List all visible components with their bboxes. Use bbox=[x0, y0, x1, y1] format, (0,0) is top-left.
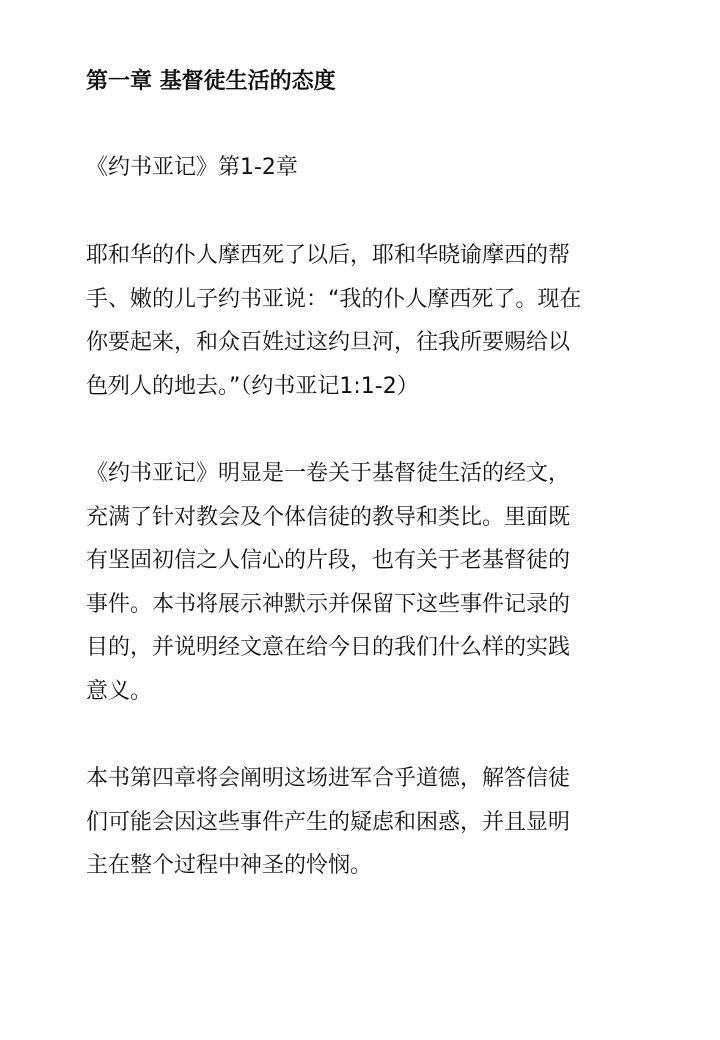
paragraph-2 bbox=[86, 452, 646, 713]
paragraph-line: 意义。 bbox=[86, 678, 153, 704]
paragraph-line: 充满了针对教会及个体信徒的教导和类比。里面既 bbox=[86, 504, 571, 530]
paragraph-line: 耶和华的仆人摩西死了以后，耶和华晓谕摩西的帮 bbox=[86, 243, 571, 268]
paragraph-line: 《约书亚记》明显是一卷关于基督徒生活的经文， bbox=[86, 461, 571, 486]
paragraph-line: 事件。本书将展示神默示并保留下这些事件记录的 bbox=[86, 591, 571, 617]
paragraph-line: 本书第四章将会阐明这场进军合乎道德，解答信徒 bbox=[86, 766, 571, 791]
paragraph-line: 色列人的地去。”（约书亚记1:1-2） bbox=[86, 373, 419, 399]
paragraph-line: 目的，并说明经文意在给今日的我们什么样的实践 bbox=[86, 635, 571, 660]
paragraph-line: 有坚固初信之人信心的片段，也有关于老基督徒的 bbox=[86, 548, 571, 573]
paragraph-line: 你要起来，和众百姓过这约旦河，往我所要赐给以 bbox=[86, 330, 571, 355]
document-page bbox=[86, 62, 646, 932]
book-reference: 《约书亚记》第1-2章 bbox=[86, 155, 298, 180]
chapter-title: 第一章 基督徒生活的态度 bbox=[86, 69, 336, 94]
paragraph-line: 们可能会因这些事件产生的疑虑和困惑，并且显明 bbox=[86, 809, 571, 835]
paragraph-1 bbox=[86, 234, 646, 408]
paragraph-line: 手、嫩的儿子约书亚说：“我的仆人摩西死了。现在 bbox=[86, 286, 582, 312]
paragraph-3 bbox=[86, 757, 646, 888]
paragraph-line: 主在整个过程中神圣的怜悯。 bbox=[86, 853, 373, 878]
